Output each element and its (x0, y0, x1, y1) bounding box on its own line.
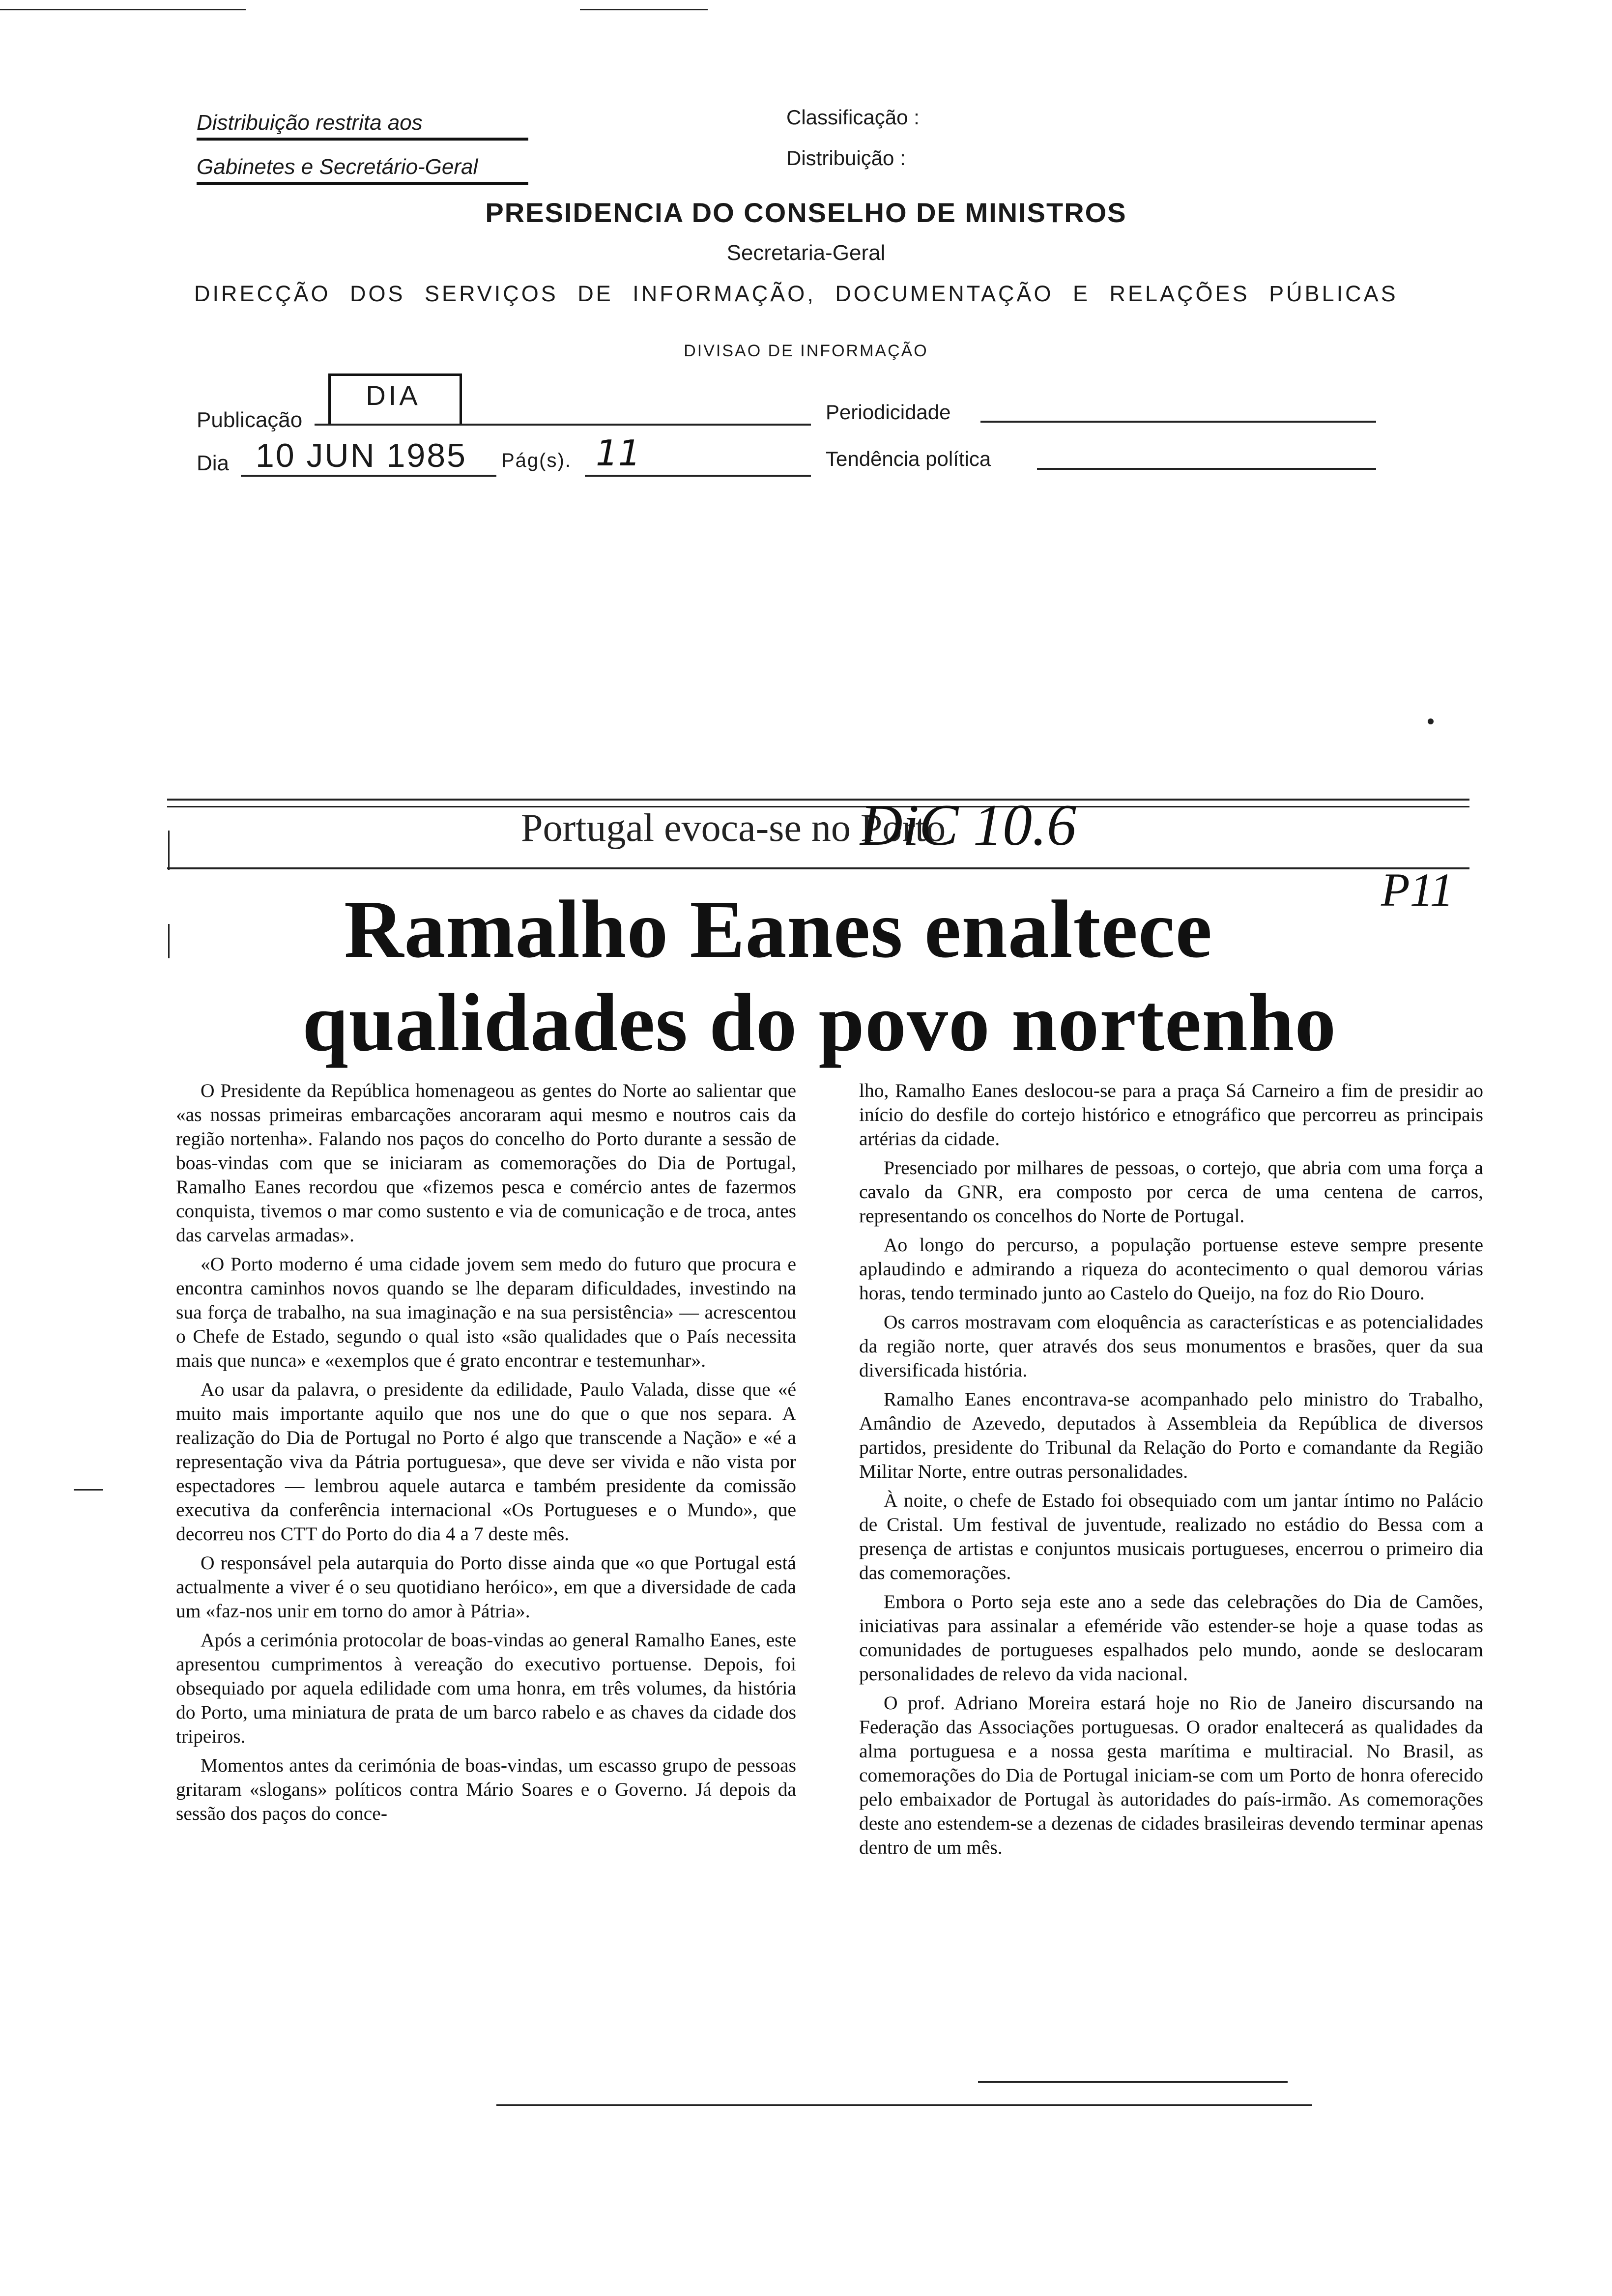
distribution-label: Distribuição : (786, 146, 906, 170)
periodicity-label: Periodicidade (826, 401, 951, 424)
date-stamp: 10 JUN 1985 (256, 437, 467, 474)
date-field-line (241, 475, 496, 477)
article-column-right (859, 1079, 1483, 1860)
directorate-title: DIRECÇÃO DOS SERVIÇOS DE INFORMAÇÃO, DOCUMENTAÇÃO E RELAÇÕES PÚBLICAS (194, 281, 1398, 306)
article-paragraph: Ao longo do percurso, a população portuense esteve sempre presente aplaudindo e admirando a riqueza do acontecimento o qual demorou várias horas, tendo terminado junto ao Castelo do Queijo, na foz do Rio Douro. (859, 1234, 1483, 1304)
pages-field-line (585, 475, 811, 477)
article-kicker: Portugal evoca-se no Porto (521, 806, 946, 850)
periodicity-field-line (980, 421, 1376, 423)
date-label: Dia (197, 451, 230, 475)
handwritten-date-note: DiC 10.6 (860, 792, 1077, 858)
article-paragraph: lho, Ramalho Eanes deslocou-se para a praça Sá Carneiro a fim de presidir ao início do desfile do cortejo histórico e etnográfico que percorreu as principais artérias da cidade. (859, 1080, 1483, 1149)
article-paragraph: Os carros mostravam com eloquência as características e as potencialidades da região norte, quer através dos seus monumentos e brasões, quer da sua diversificada história. (859, 1311, 1483, 1381)
scan-edge-line (0, 9, 246, 10)
speck (1428, 718, 1434, 724)
pages-label: Pág(s). (501, 450, 572, 471)
underline (197, 182, 528, 185)
article-paragraph: O responsável pela autarquia do Porto disse ainda que «o que Portugal está actualmente a viver é o seu quotidiano heróico», em que a diversidade de cada um «faz-nos unir em torno do amor à Pátria». (176, 1552, 796, 1622)
scan-edge-line (74, 1489, 103, 1491)
handwritten-page-note: P11 (1381, 863, 1454, 916)
clipping-left-edge (168, 924, 170, 958)
article-paragraph: Presenciado por milhares de pessoas, o cortejo, que abria com uma força a cavalo da GNR, era composto por cerca de uma centena de carros, representando os concelhos do Norte de Portugal. (859, 1157, 1483, 1227)
distribution-restriction-line1: Distribuição restrita aos (197, 111, 423, 135)
article-paragraph: Ramalho Eanes encontrava-se acompanhado pelo ministro do Trabalho, Amândio de Azevedo, deputados à Assembleia da República de diversos partidos, presidente do Tribunal da Relação do Porto e comandante da Região Militar Norte, entre outras personalidades. (859, 1388, 1483, 1482)
article-paragraph: À noite, o chefe de Estado foi obsequiado com um jantar íntimo no Palácio de Cristal. Um festival de juventude, realizado no estádio do Bessa com a presença de artistas e conjuntos musicais portugueses, encerrou o primeiro dia das comemorações. (859, 1490, 1483, 1583)
division-title: DIVISAO DE INFORMAÇÃO (684, 342, 928, 360)
classification-label: Classificação : (786, 106, 920, 129)
publication-field-line (315, 424, 811, 426)
article-column-left (176, 1079, 796, 1826)
article-paragraph: O prof. Adriano Moreira estará hoje no Rio de Janeiro discursando na Federação das Associações portuguesas. O orador enaltecerá as qualidades da alma portuguesa e a nossa gesta marítima e multiracial. No Brasil, as comemorações do Dia de Portugal iniciam-se com um Porto de honra oferecido pelo embaixador de Portugal às autoridades do país-irmão. As comemorações deste ano estendem-se a dezenas de cidades brasileiras devendo terminar apenas dentro de um mês. (859, 1692, 1483, 1858)
clipping-bottom-rule (496, 2104, 1312, 2106)
organization-title: PRESIDENCIA DO CONSELHO DE MINISTROS (485, 197, 1127, 228)
clipping-left-edge (168, 831, 170, 870)
clipping-bottom-rule (978, 2081, 1288, 2083)
secretariat-title: Secretaria-Geral (726, 241, 886, 265)
pages-handwritten: 11 (596, 432, 641, 474)
article-paragraph: Ao usar da palavra, o presidente da edilidade, Paulo Valada, disse que «é muito mais importante aquilo que nos une do que o que nos separa. A realização do Dia de Portugal no Porto é algo que transcende a Nação» e «é a representação viva da Pátria portuguesa», que deve ser vivida e não vista por espectadores — lembrou aquele autarca e também presidente da comissão executiva da conferência internacional «Os Portugueses e o Mundo», que decorreu nos CTT do Porto do dia 4 a 7 deste mês. (176, 1378, 796, 1545)
distribution-restriction-line2: Gabinetes e Secretário-Geral (197, 155, 478, 179)
headline-line1: Ramalho Eanes enaltece (344, 884, 1213, 975)
article-paragraph: Após a cerimónia protocolar de boas-vindas ao general Ramalho Eanes, este apresentou cumprimentos à vereação do executivo portuense. Depois, foi obsequiado por aquela edilidade com uma honra, em três volumes, da história do Porto, uma miniatura de prata de um barco rabelo e as chaves da cidade dos tripeiros. (176, 1629, 796, 1747)
clipping-top-rule (167, 799, 1469, 801)
headline-line2: qualidades do povo nortenho (302, 977, 1337, 1068)
article-paragraph: Embora o Porto seja este ano a sede das celebrações do Dia de Camões, iniciativas para assinalar a efeméride vão estender-se hoje a quase todas as comunidades de portugueses espalhados pelo mundo, aonde se deslocaram personalidades de relevo da vida nacional. (859, 1591, 1483, 1685)
publication-value: DIA (366, 380, 421, 411)
tendency-label: Tendência política (826, 447, 991, 470)
scan-edge-line (580, 9, 708, 10)
publication-label: Publicação (197, 408, 303, 432)
article-paragraph: Momentos antes da cerimónia de boas-vindas, um escasso grupo de pessoas gritaram «slogans» políticos contra Mário Soares e o Governo. Já depois da sessão dos paços do conce- (176, 1754, 796, 1824)
article-paragraph: O Presidente da República homenageou as gentes do Norte ao salientar que «as nossas primeiras embarcações ancoraram aqui mesmo e noutros cais da região nortenha». Falando nos paços do concelho do Porto durante a sessão de boas-vindas com que se iniciaram as comemorações do Dia de Portugal, Ramalho Eanes recordou que «fizemos pesca e comércio antes de fazermos conquista, tivemos o mar como sustento e via de comunicação e de troca, antes das carvelas armadas». (176, 1080, 796, 1246)
article-paragraph: «O Porto moderno é uma cidade jovem sem medo do futuro que procura e encontra caminhos novos quando se lhe deparam dificuldades, investindo na sua força de trabalho, na sua imaginação e na sua persistência» — acrescentou o Chefe de Estado, segundo o qual isto «são qualidades que o País necessita mais que nunca» e «exemplos que é grato encontrar e testemunhar». (176, 1253, 796, 1371)
underline (197, 138, 528, 141)
kicker-rule (167, 867, 1469, 869)
tendency-field-line (1037, 468, 1376, 470)
